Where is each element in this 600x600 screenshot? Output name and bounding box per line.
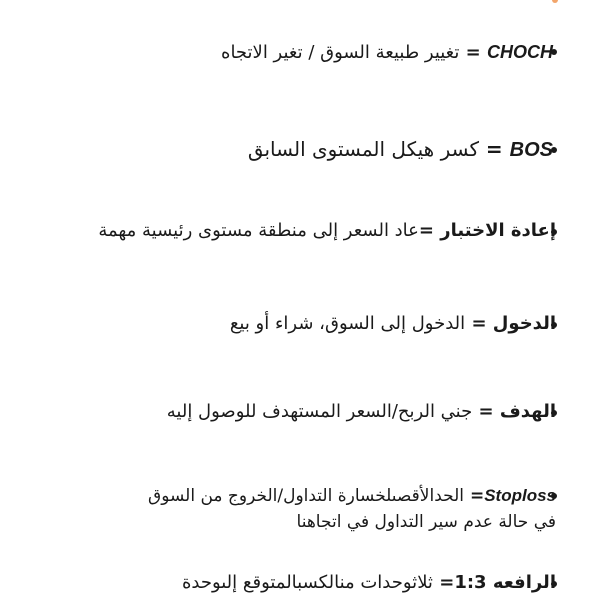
term: الهدف	[499, 401, 556, 422]
equals: =	[459, 42, 487, 63]
definition: الدخول إلى السوق، شراء أو بيع	[229, 313, 466, 334]
definition: تغيير طبيعة السوق / تغير الاتجاه	[221, 42, 460, 63]
definition: عاد السعر إلى منطقة مستوى رئيسية مهمة	[98, 220, 419, 241]
list-item-entry	[230, 311, 556, 337]
term: Stoploss	[484, 486, 556, 505]
definition: جني الربح/السعر المستهدف للوصول إليه	[166, 401, 473, 422]
equals: =	[464, 486, 485, 506]
term: BOS	[509, 139, 553, 161]
definition: كسر هيكل المستوى السابق	[247, 137, 479, 161]
term: الرافعه 1:3	[454, 572, 556, 593]
term: الدخول	[492, 313, 556, 334]
list-item-bos	[248, 136, 553, 163]
accent-mark	[552, 0, 558, 3]
equals: =	[418, 220, 441, 241]
equals: =	[472, 401, 500, 422]
list-item-stoploss	[148, 483, 556, 535]
definition-line-2: في حالة عدم سير التداول في اتجاهنا	[296, 512, 556, 532]
list-item-choch	[221, 39, 553, 66]
definition: ثلاثوحدات منالكسبالمتوقع إلىوحدة	[181, 572, 433, 593]
equals: =	[465, 313, 493, 334]
term: إعادة الاختبار	[440, 220, 556, 241]
definition: الحدالأقصىلخسارة التداول/الخروج من السوق	[148, 486, 465, 506]
term: CHOCH	[487, 42, 553, 62]
list-item-target	[167, 399, 556, 425]
list-item-retest	[98, 218, 556, 244]
equals: =	[478, 137, 510, 161]
list-item-leverage	[182, 570, 556, 596]
equals: =	[432, 572, 455, 593]
